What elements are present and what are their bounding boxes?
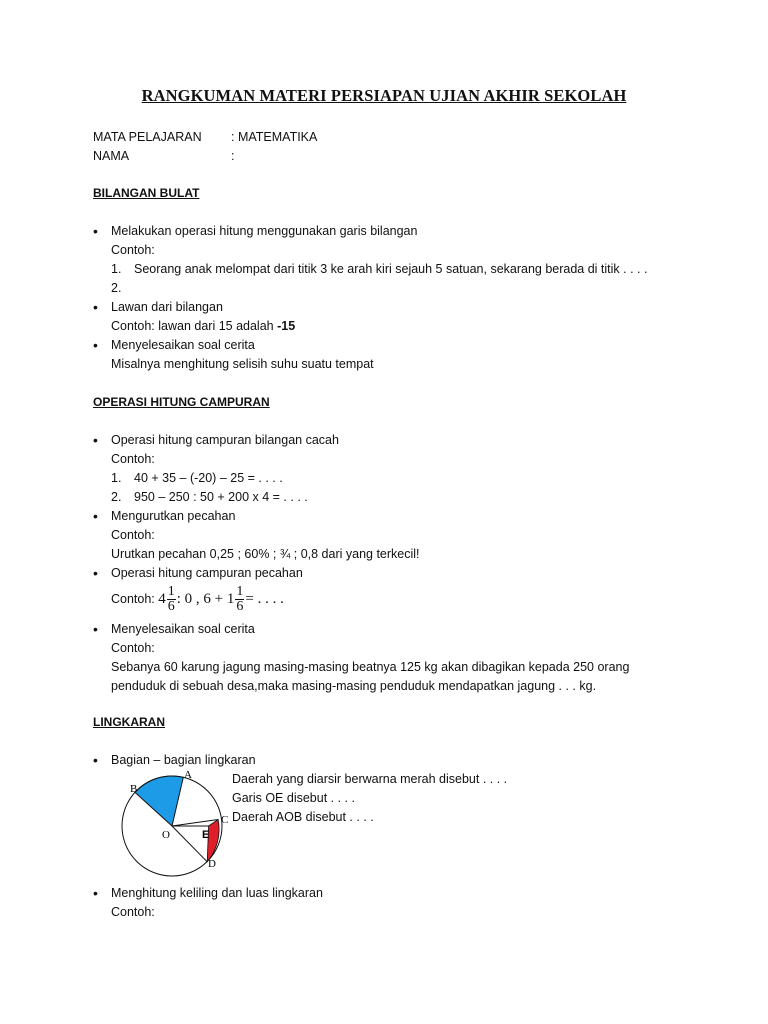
op-b4-text-1: Sebanya 60 karung jagung masing-masing beatnya 125 kg akan dibagikan kepada 250 orang bbox=[111, 660, 630, 674]
bb-b1-contoh: Contoh: bbox=[111, 243, 155, 257]
lk-question-2: Garis OE disebut . . . . bbox=[232, 791, 355, 805]
op-b2-contoh: Contoh: bbox=[111, 528, 155, 542]
bb-b2-contoh bbox=[111, 317, 295, 336]
op-bullet-2: Mengurutkan pecahan bbox=[111, 509, 236, 523]
op-b3-formula bbox=[111, 582, 284, 618]
label-a: A bbox=[184, 769, 192, 781]
formula-middle: : 0 , 6 + 1 bbox=[176, 591, 235, 607]
op-b2-text: Urutkan pecahan 0,25 ; 60% ; ¾ ; 0,8 dari yang terkecil! bbox=[111, 547, 420, 561]
op-bullet-3: Operasi hitung campuran pecahan bbox=[111, 566, 303, 580]
meta-subject-row bbox=[93, 128, 317, 147]
section-heading-bilangan-bulat: BILANGAN BULAT bbox=[93, 186, 200, 200]
bullet-icon: • bbox=[93, 752, 98, 768]
op-b3-contoh: Contoh: bbox=[111, 592, 155, 606]
bullet-icon: • bbox=[93, 432, 98, 448]
circle-diagram bbox=[112, 768, 237, 880]
op-item-number-2: 2. bbox=[111, 490, 122, 504]
formula-fraction-2 bbox=[235, 585, 244, 614]
bb-bullet-1: Melakukan operasi hitung menggunakan garis bilangan bbox=[111, 224, 418, 238]
op-item-2: 950 – 250 : 50 + 200 x 4 = . . . . bbox=[134, 490, 308, 504]
section-heading-operasi: OPERASI HITUNG CAMPURAN bbox=[93, 395, 270, 409]
formula-numerator-1: 1 bbox=[167, 584, 175, 600]
bullet-icon: • bbox=[93, 565, 98, 581]
label-o: O bbox=[162, 829, 170, 841]
bullet-icon: • bbox=[93, 299, 98, 315]
label-b: B bbox=[130, 783, 138, 795]
bb-b2-answer: -15 bbox=[277, 319, 296, 333]
bullet-icon: • bbox=[93, 223, 98, 239]
label-d: D bbox=[208, 858, 216, 870]
formula-whole-1: 4 bbox=[158, 591, 166, 607]
lk-bullet-1: Bagian – bagian lingkaran bbox=[111, 753, 256, 767]
bb-b3-text: Misalnya menghitung selisih suhu suatu tempat bbox=[111, 357, 374, 371]
page-title: RANGKUMAN MATERI PERSIAPAN UJIAN AKHIR SEKOLAH bbox=[141, 86, 627, 105]
formula-end: = . . . . bbox=[245, 591, 284, 607]
op-item-number-1: 1. bbox=[111, 471, 122, 485]
formula-denominator-1: 6 bbox=[167, 599, 175, 615]
op-bullet-4: Menyelesaikan soal cerita bbox=[111, 622, 255, 636]
meta-name-row bbox=[93, 147, 234, 166]
bb-b2-contoh-text: Contoh: lawan dari 15 adalah bbox=[111, 319, 278, 333]
bb-bullet-3: Menyelesaikan soal cerita bbox=[111, 338, 255, 352]
meta-subject-value: : MATEMATIKA bbox=[231, 130, 318, 144]
lk-question-1: Daerah yang diarsir berwarna merah disebut . . . . bbox=[232, 772, 508, 786]
bullet-icon: • bbox=[93, 337, 98, 353]
bullet-icon: • bbox=[93, 621, 98, 637]
op-bullet-1: Operasi hitung campuran bilangan cacah bbox=[111, 433, 339, 447]
lk-b2-contoh: Contoh: bbox=[111, 905, 155, 919]
formula-fraction-1 bbox=[167, 585, 176, 614]
meta-name-value: : bbox=[231, 149, 235, 163]
section-heading-lingkaran: LINGKARAN bbox=[93, 715, 165, 729]
op-b4-text-2: penduduk di sebuah desa,maka masing-masing penduduk mendapatkan jagung . . . kg. bbox=[111, 679, 597, 693]
lk-bullet-2: Menghitung keliling dan luas lingkaran bbox=[111, 886, 323, 900]
formula-numerator-2: 1 bbox=[236, 584, 244, 600]
op-b1-contoh: Contoh: bbox=[111, 452, 155, 466]
op-item-1: 40 + 35 – (-20) – 25 = . . . . bbox=[134, 471, 283, 485]
op-b4-contoh: Contoh: bbox=[111, 641, 155, 655]
bb-item-number-2: 2. bbox=[111, 281, 122, 295]
formula-denominator-2: 6 bbox=[236, 599, 244, 615]
label-c: C bbox=[221, 814, 229, 826]
bb-item-number-1: 1. bbox=[111, 262, 122, 276]
bullet-icon: • bbox=[93, 508, 98, 524]
bullet-icon: • bbox=[93, 885, 98, 901]
meta-name-key: NAMA bbox=[93, 149, 130, 163]
lk-question-3: Daerah AOB disebut . . . . bbox=[232, 810, 374, 824]
meta-subject-key: MATA PELAJARAN bbox=[93, 130, 202, 144]
bb-bullet-2: Lawan dari bilangan bbox=[111, 300, 223, 314]
bb-item-1: Seorang anak melompat dari titik 3 ke arah kiri sejauh 5 satuan, sekarang berada di titik . . . . bbox=[134, 262, 648, 276]
label-e: E bbox=[202, 829, 210, 841]
